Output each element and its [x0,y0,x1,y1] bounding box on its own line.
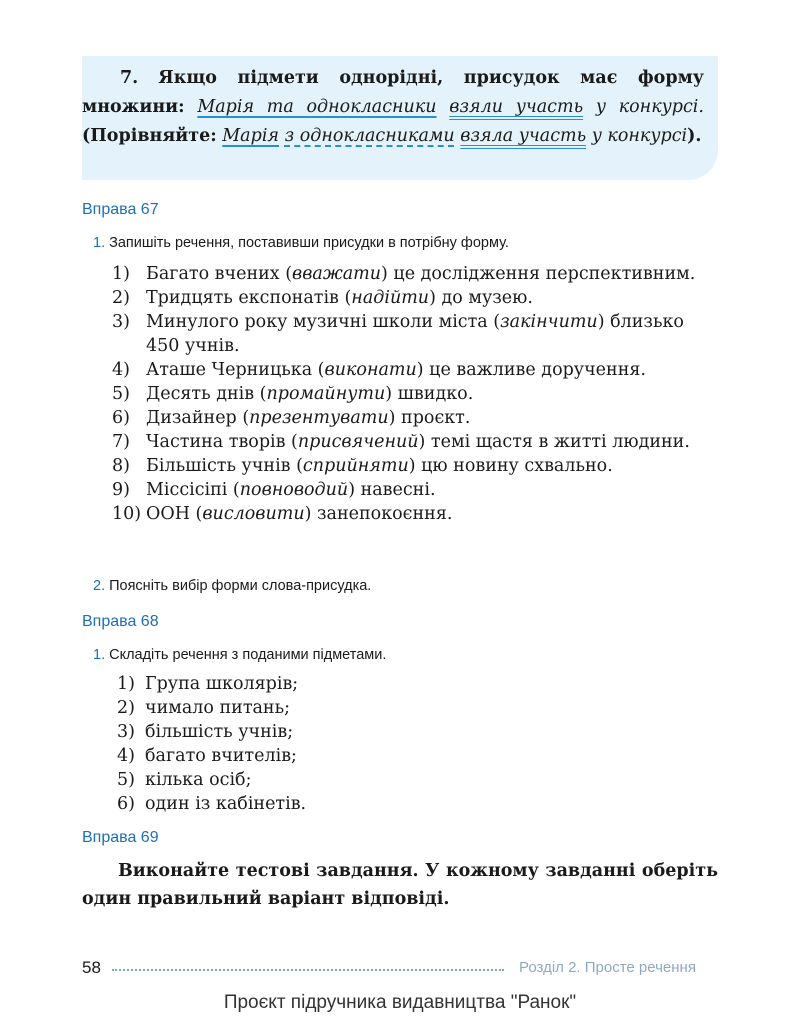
list-item [112,406,718,430]
list-item [112,286,718,310]
item-text-after: ) до музею. [429,288,533,308]
item-text: кілька осіб; [145,770,252,790]
list-item [112,310,718,358]
list-item [117,720,517,744]
item-text-before: Аташе Черницька ( [146,360,325,380]
compare-label: (Порівняйте: [82,126,217,146]
item-number: 2) [112,288,130,308]
exercise-68-list [117,672,517,816]
item-number: 1) [112,264,130,284]
task-number: 2. [93,578,106,594]
exercise-67-title: Вправа 67 [82,201,159,218]
rule-intro: Якщо підмети однорідні, присудок має форму множини: [82,68,704,117]
example2-rest: у конкурсі [591,126,688,146]
item-text-before: Багато вчених ( [146,264,293,284]
rule-number: 7. [120,68,139,88]
list-item [112,382,718,406]
item-number: 6) [112,408,130,428]
list-item [112,430,718,454]
task-text: Складіть речення з поданими підметами. [109,647,387,663]
exercise-67-task-1 [93,235,509,251]
item-text-after: ) проєкт. [388,408,471,428]
item-text-after: ) близько 450 учнів. [146,312,684,356]
exercise-69-paragraph: Виконайте тестові завдання. У кожному завданні оберіть один правильний варіант відповіді. [82,861,718,909]
item-number: 6) [117,794,135,814]
task-text: Запишіть речення, поставивши присудки в потрібну форму. [109,235,509,251]
item-text-after: ) навесні. [348,480,436,500]
item-number: 9) [112,480,130,500]
item-text-after: ) це дослідження перспективним. [381,264,696,284]
item-text-before: Тридцять експонатів ( [146,288,352,308]
item-text-after: ) це важливе доручення. [416,360,646,380]
item-number: 5) [117,770,135,790]
example2-object: з однокласниками [284,126,455,146]
item-text-after: ) темі щастя в житті людини. [418,432,690,452]
item-text: чимало питань; [145,698,291,718]
item-verb: презентувати [249,408,389,428]
item-text-before: Десять днів ( [146,384,267,404]
example1-predicate: взяли участь [449,97,584,117]
item-verb: присвячений [297,432,419,452]
item-text: більшість учнів; [145,722,294,742]
list-item [117,696,517,720]
list-item [117,792,517,816]
item-verb: повноводий [239,480,349,500]
item-text-before: Більшість учнів ( [146,456,303,476]
item-number: 4) [112,360,130,380]
item-text: один із кабінетів. [145,794,307,814]
item-text-before: Дизайнер ( [146,408,250,428]
item-text [146,430,718,454]
task-number: 1. [93,235,106,251]
item-text [146,382,718,406]
dotted-leader [112,969,504,971]
item-verb: висловити [202,504,305,524]
item-text [146,286,718,310]
item-text-before: ООН ( [146,504,203,524]
item-text-before: Частина творів ( [146,432,298,452]
item-verb: промайнути [266,384,386,404]
item-number: 4) [117,746,135,766]
list-item [112,358,718,382]
item-number: 2) [117,698,135,718]
item-text-before: Минулого року музичні школи міста ( [146,312,501,332]
item-text-before: Міссісіпі ( [146,480,240,500]
item-number: 10) [112,504,142,524]
item-text [146,406,718,430]
item-text-after: ) занепокоєння. [304,504,453,524]
task-text: Поясніть вибір форми слова-присудка. [109,578,372,594]
item-number: 7) [112,432,130,452]
item-verb: сприйняти [302,456,409,476]
item-text [146,478,718,502]
example2-subject: Марія [222,126,280,146]
item-verb: закінчити [500,312,598,332]
item-number: 3) [112,312,130,332]
page-number: 58 [82,958,101,977]
list-item [117,744,517,768]
item-verb: виконати [324,360,417,380]
list-item [117,672,517,696]
item-verb: вважати [292,264,382,284]
item-number: 8) [112,456,130,476]
item-verb: надійти [351,288,430,308]
rule-text [82,64,704,151]
item-text: багато вчителів; [145,746,297,766]
item-number: 3) [117,722,135,742]
item-number: 5) [112,384,130,404]
list-item [112,502,718,526]
item-text-after: ) цю новину схвально. [408,456,613,476]
example1-subject: Марія та однокласники [197,97,437,117]
exercise-67-list [112,262,718,526]
item-number: 1) [117,674,135,694]
list-item [117,768,517,792]
example1-rest: у конкурсі. [595,97,704,117]
footer-caption: Проєкт підручника видавництва "Ранок" [223,992,577,1013]
list-item [112,478,718,502]
item-text [146,454,718,478]
exercise-69-title: Вправа 69 [82,829,159,846]
list-item [112,454,718,478]
example2-predicate: взяла участь [460,126,587,146]
item-text [146,310,718,358]
item-text: Група школярів; [145,674,299,694]
list-item [112,262,718,286]
item-text [146,502,718,526]
exercise-68-task-1 [93,647,386,663]
exercise-67-task-2 [93,578,371,594]
chapter-title: Розділ 2. Просте речення [519,959,696,976]
item-text [146,358,718,382]
exercise-69-text [82,857,718,913]
task-number: 1. [93,647,106,663]
item-text [146,262,718,286]
compare-close: ). [687,126,702,146]
item-text-after: ) швидко. [385,384,474,404]
exercise-68-title: Вправа 68 [82,613,159,630]
